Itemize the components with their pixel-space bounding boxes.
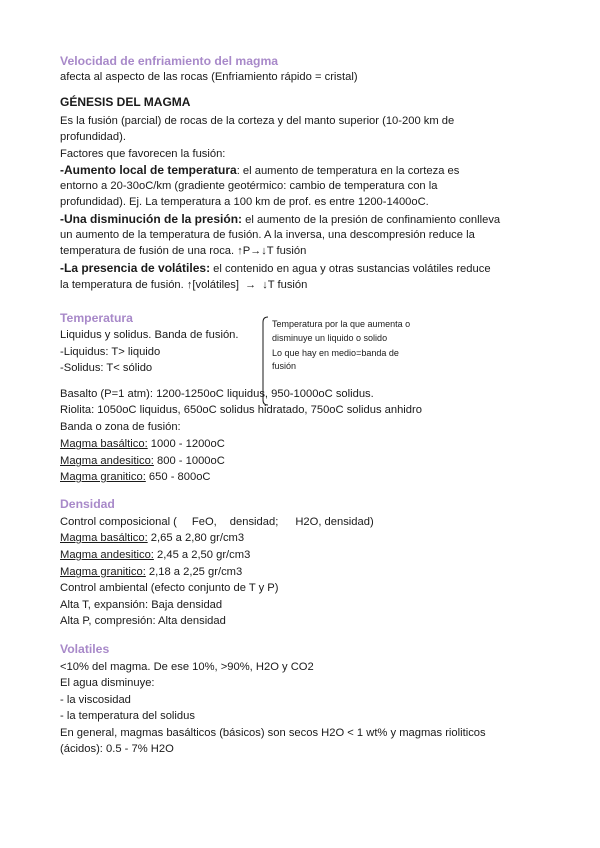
magma-density-andesitico: Magma andesitico: 2,45 a 2,50 gr/cm3 <box>60 549 251 561</box>
factor-title: -La presencia de volátiles: <box>60 261 211 275</box>
arrow-right-icon: → <box>239 279 263 291</box>
arrow-up-icon: ↑ <box>237 245 243 257</box>
side-note: fusión <box>272 361 297 371</box>
paragraph: Alta P, compresión: Alta densidad <box>60 615 226 627</box>
magma-density-basaltico: Magma basáltico: 2,65 a 2,80 gr/cm3 <box>60 532 245 544</box>
paragraph: (ácidos): 0.5 - 7% H2O <box>60 743 174 755</box>
paragraph: - la temperatura del solidus <box>60 710 195 722</box>
arrow-down-icon: ↓ <box>261 245 267 257</box>
factor-text: : el aumento de temperatura en la corteza es <box>236 165 460 177</box>
paragraph: -Solidus: T< sólido <box>60 362 153 374</box>
paragraph: Factores que favorecen la fusión: <box>60 148 226 160</box>
factor-temperatura <box>60 163 459 179</box>
magma-temp-granitico: Magma granitico: 650 - 800oC <box>60 471 211 483</box>
paragraph: Es la fusión (parcial) de rocas de la corteza y del manto superior (10-200 km de <box>60 115 455 127</box>
magma-temp-andesitico: Magma andesitico: 800 - 1000oC <box>60 455 225 467</box>
side-note: Lo que hay en medio=banda de <box>272 348 399 358</box>
paragraph: profundidad). <box>60 131 126 143</box>
paragraph: afecta al aspecto de las rocas (Enfriamiento rápido = cristal) <box>60 71 358 83</box>
factor-volatiles <box>60 261 491 277</box>
arrow-right-icon: → <box>250 245 262 257</box>
paragraph: <10% del magma. De ese 10%, >90%, H2O y CO2 <box>60 661 314 673</box>
side-note: disminuye un liquido o solido <box>272 333 388 343</box>
paragraph: Banda o zona de fusión: <box>60 421 181 433</box>
factor-title: -Aumento local de temperatura <box>60 163 237 177</box>
section-heading-temperatura: Temperatura <box>60 311 133 325</box>
factor-title: -Una disminución de la presión: <box>60 212 243 226</box>
paragraph: Liquidus y solidus. Banda de fusión. <box>60 329 239 341</box>
paragraph: Alta T, expansión: Baja densidad <box>60 599 223 611</box>
paragraph: Basalto (P=1 atm): 1200-1250oC liquidus, 950-1000oC solidus. <box>60 388 374 400</box>
magma-temp-basaltico: Magma basáltico: 1000 - 1200oC <box>60 438 225 450</box>
magma-density-granitico: Magma granitico: 2,18 a 2,25 gr/cm3 <box>60 566 243 578</box>
paragraph: entorno a 20-30oC/km (gradiente geotérmico: cambio de temperatura con la <box>60 180 438 192</box>
factor-text: el aumento de la presión de confinamiento conlleva <box>242 214 501 226</box>
paragraph: Control ambiental (efecto conjunto de T y P) <box>60 582 279 594</box>
section-heading-genesis: GÉNESIS DEL MAGMA <box>60 95 191 109</box>
control-composicional: Control composicional ( FeO, densidad; H2O, densidad) <box>60 516 374 528</box>
side-note: Temperatura por la que aumenta o <box>272 319 411 329</box>
paragraph: Riolita: 1050oC liquidus, 650oC solidus hidratado, 750oC solidus anhidro <box>60 404 422 416</box>
section-heading-volatiles: Volatiles <box>60 642 110 656</box>
paragraph: un aumento de la temperatura de fusión. A la inversa, una descompresión reduce la <box>60 229 475 241</box>
paragraph: -Liquidus: T> liquido <box>60 346 161 358</box>
paragraph-with-arrows: temperatura de fusión de una roca. ↑P→↓T fusión <box>60 245 307 257</box>
factor-presion <box>60 212 500 228</box>
paragraph-with-arrows: la temperatura de fusión. ↑[volátiles] → ↓T fusión <box>60 279 308 291</box>
paragraph: En general, magmas basálticos (básicos) son secos H2O < 1 wt% y magmas rioliticos <box>60 727 486 739</box>
arrow-down-icon: ↓ <box>262 279 268 291</box>
paragraph: - la viscosidad <box>60 694 131 706</box>
arrow-up-icon: ↑ <box>186 279 193 291</box>
section-heading-enfriamiento: Velocidad de enfriamiento del magma <box>60 54 279 68</box>
section-heading-densidad: Densidad <box>60 497 115 511</box>
factor-text: el contenido en agua y otras sustancias volátiles reduce <box>210 263 491 275</box>
paragraph: El agua disminuye: <box>60 677 155 689</box>
paragraph: profundidad). Ej. La temperatura a 100 km de prof. es entre 1200-1400oC. <box>60 196 429 208</box>
